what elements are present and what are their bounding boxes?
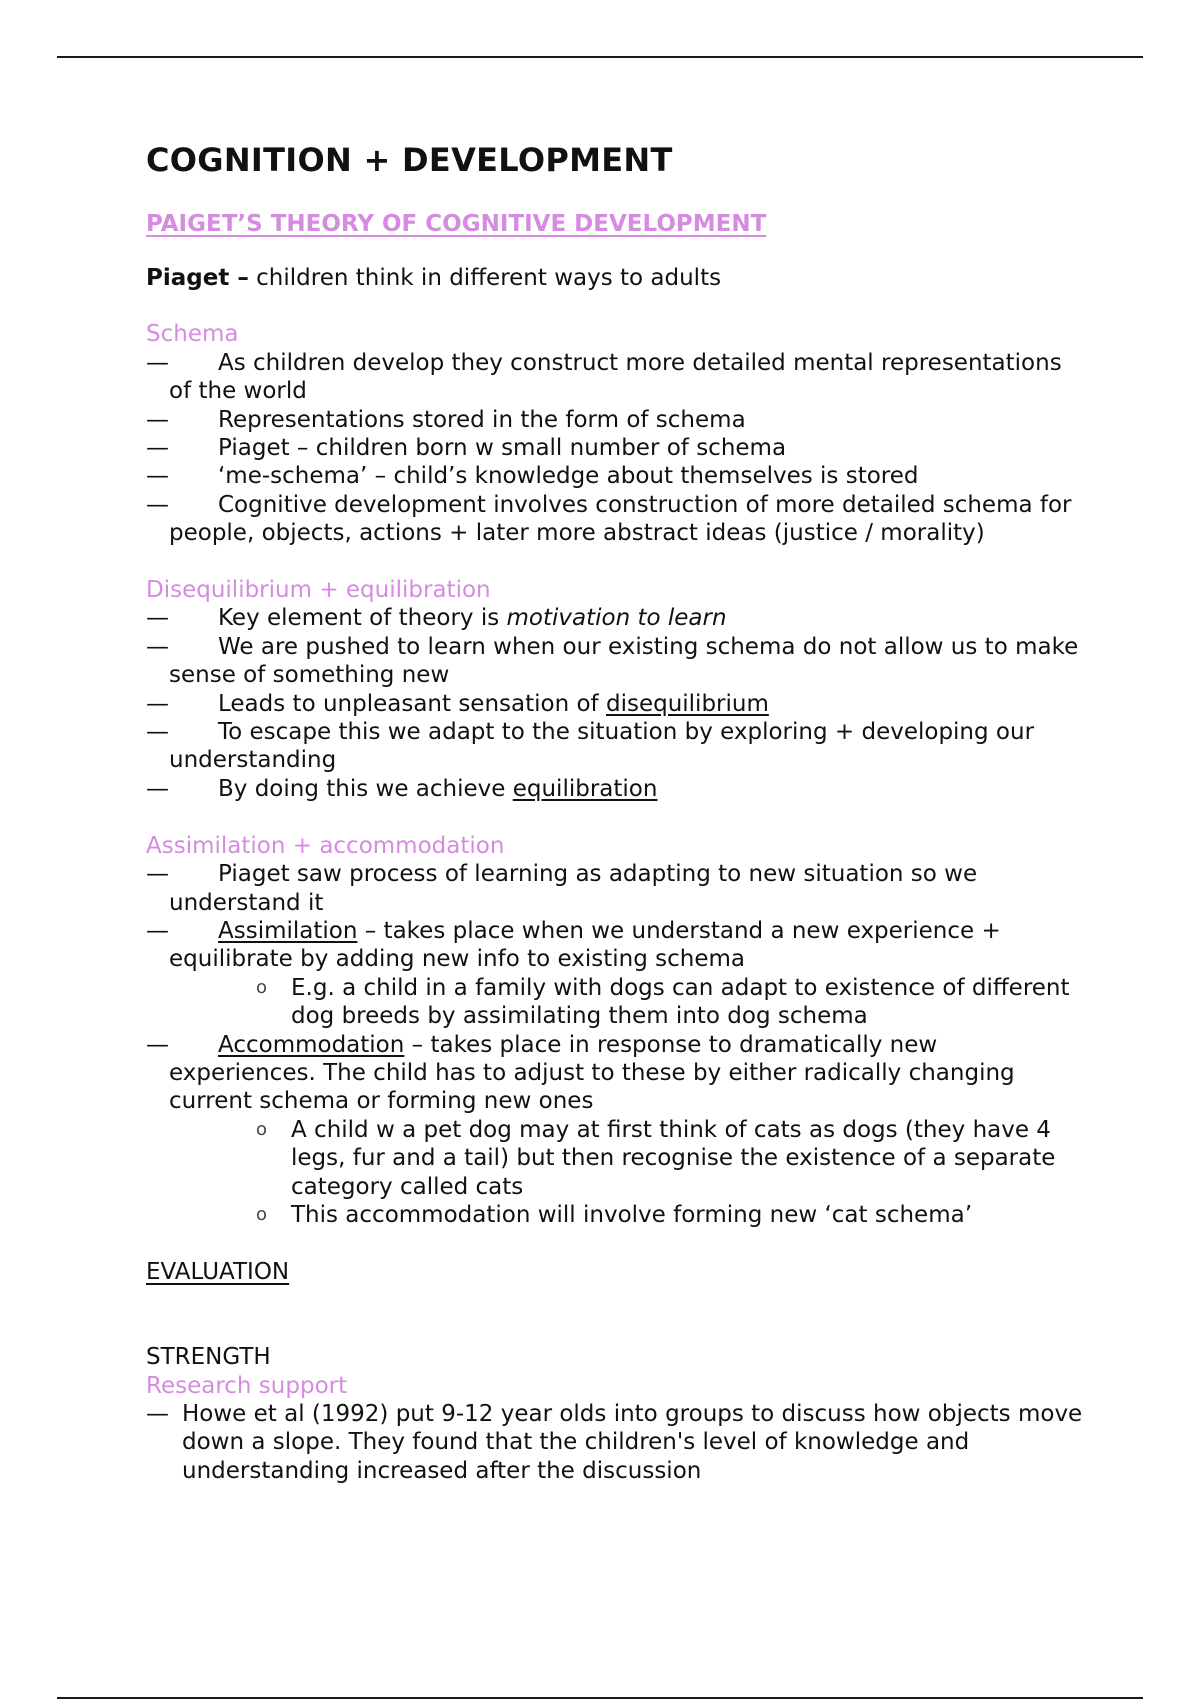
underlined-term: Assimilation xyxy=(218,917,358,944)
research-support-heading: Research support xyxy=(146,1372,348,1399)
sub-list-item: o A child w a pet dog may at first think of cats as dogs (they have 4 legs, fur and a tail) but then recognise the existence of a separate category called cats xyxy=(146,1116,1086,1201)
sub-list-item: o E.g. a child in a family with dogs can adapt to existence of different dog breeds by assimilating them into dog schema xyxy=(146,974,1086,1031)
research-support-list xyxy=(146,1400,1086,1485)
list-item: — As children develop they construct more detailed mental representations of the world xyxy=(146,349,1086,406)
list-item: — ‘me-schema’ – child’s knowledge about themselves is stored xyxy=(146,462,1086,490)
underlined-term: disequilibrium xyxy=(605,690,769,717)
list-item xyxy=(146,917,1086,974)
section-heading: PAIGET’S THEORY OF COGNITIVE DEVELOPMENT xyxy=(146,211,767,237)
intro-line xyxy=(146,264,1086,292)
assimilation-heading: Assimilation + accommodation xyxy=(146,832,505,859)
list-item: — Howe et al (1992) put 9-12 year olds into groups to discuss how objects move down a slope. They found that the children's level of knowledge and understanding increased after the discussion xyxy=(146,1400,1086,1485)
accommodation-list xyxy=(146,1031,1086,1116)
underlined-term: Accommodation xyxy=(218,1031,405,1058)
schema-list xyxy=(146,349,1086,548)
emphasis-text: motivation to learn xyxy=(506,605,727,632)
list-item: — We are pushed to learn when our existing schema do not allow us to make sense of something new xyxy=(146,633,1086,690)
intro-text: children think in different ways to adults xyxy=(248,265,722,291)
list-item xyxy=(146,690,1086,718)
evaluation-heading: EVALUATION xyxy=(146,1258,290,1285)
top-rule xyxy=(57,56,1143,58)
underlined-term: equilibration xyxy=(512,775,658,802)
intro-bold: Piaget – xyxy=(146,265,249,291)
assimilation-list xyxy=(146,860,1086,974)
list-item xyxy=(146,1031,1086,1116)
assimilation-sublist xyxy=(146,974,1086,1031)
item-text: Key element of theory is xyxy=(218,605,507,632)
list-item xyxy=(146,604,1086,632)
page-content xyxy=(146,140,1086,1485)
list-item: — Representations stored in the form of schema xyxy=(146,406,1086,434)
disequilibrium-list xyxy=(146,604,1086,803)
item-text: Leads to unpleasant sensation of xyxy=(218,690,606,717)
list-item: — To escape this we adapt to the situation by exploring + developing our understanding xyxy=(146,718,1086,775)
list-item xyxy=(146,775,1086,803)
item-text: – takes place when we understand a new experience + equilibrate by adding new info to existing schema xyxy=(169,917,1001,973)
schema-heading: Schema xyxy=(146,321,239,348)
sub-list-item: o This accommodation will involve forming new ‘cat schema’ xyxy=(146,1201,1086,1229)
disequilibrium-heading: Disequilibrium + equilibration xyxy=(146,577,491,604)
bottom-rule xyxy=(57,1697,1143,1699)
list-item: — Piaget – children born w small number of schema xyxy=(146,434,1086,462)
item-text: By doing this we achieve xyxy=(218,775,513,802)
strength-label: STRENGTH xyxy=(146,1344,271,1371)
item-text: – takes place in response to dramatically new experiences. The child has to adjust to these by either radically changing current schema or forming new ones xyxy=(169,1031,1015,1115)
page-title: COGNITION + DEVELOPMENT xyxy=(146,141,673,179)
list-item: — Cognitive development involves construction of more detailed schema for people, objects, actions + later more abstract ideas (justice / morality) xyxy=(146,491,1086,548)
list-item: — Piaget saw process of learning as adapting to new situation so we understand it xyxy=(146,860,1086,917)
accommodation-sublist xyxy=(146,1116,1086,1230)
